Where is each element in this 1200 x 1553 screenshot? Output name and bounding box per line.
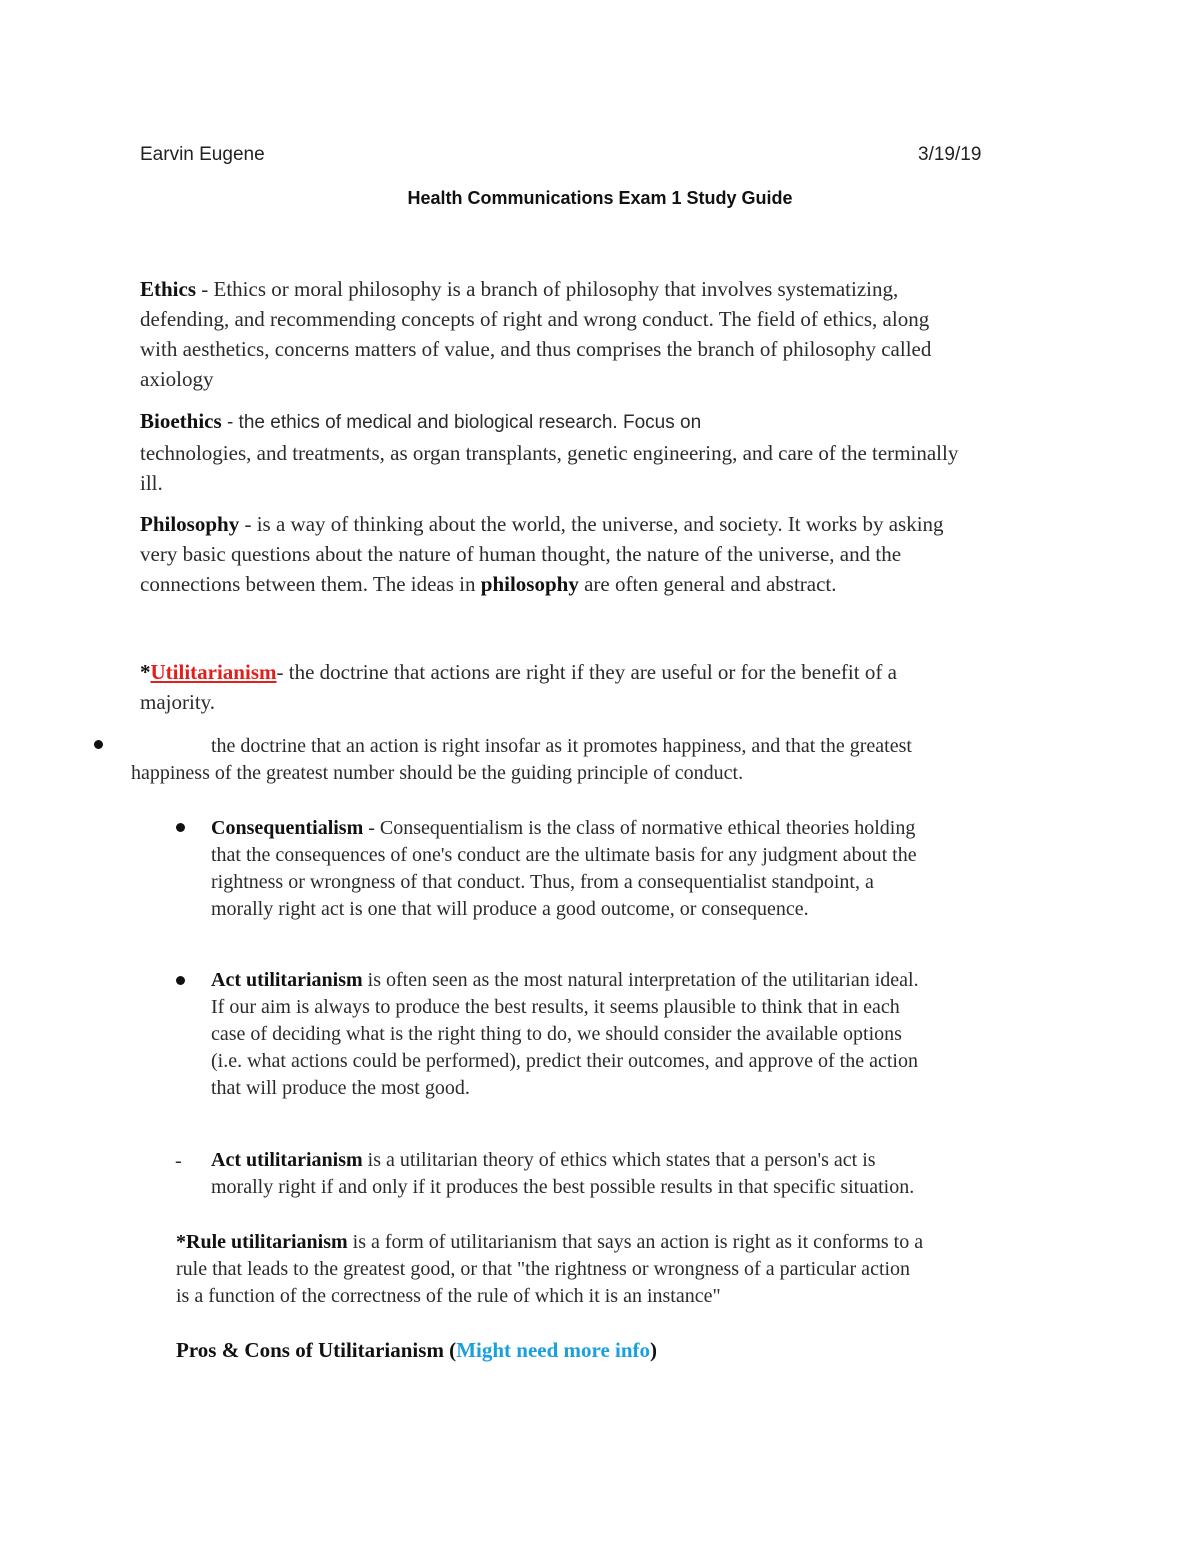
document-title: Health Communications Exam 1 Study Guide [407, 188, 793, 208]
bullet-icon [94, 740, 103, 749]
act-utilitarianism-definition-2: Act utilitarianism is a utilitarian theory of ethics which states that a person's act is morally right if and only if it produces the best possible results in that specific situation. [211, 1149, 915, 1198]
utilitarianism-bullet-line-1: the doctrine that an action is right insofar as it promotes happiness, and that the greatest [211, 735, 912, 757]
utilitarianism-bullet-line-2: happiness of the greatest number should be the guiding principle of conduct. [131, 762, 744, 784]
ethics-definition: Ethics - Ethics or moral philosophy is a branch of philosophy that involves systematizing, defending, and recommending concepts of right and wrong conduct. The field of ethics, along with aesthetics, concerns matters of value, and thus comprises the branch of philosophy called axiology [140, 277, 932, 391]
pros-cons-heading: Pros & Cons of Utilitarianism (Might need more info) [176, 1338, 658, 1362]
act-utilitarianism-term: Act utilitarianism [211, 969, 363, 991]
utilitarianism-definition: *Utilitarianism- the doctrine that actions are right if they are useful or for the benefit of a majority. [140, 660, 897, 714]
act-utilitarianism-definition-1: Act utilitarianism is often seen as the most natural interpretation of the utilitarian ideal. If our aim is always to produce the best results, it seems plausible to think that in each case of deciding what is the right thing to do, we should consider the available options (i.e. what actions could be performed), predict their outcomes, and approve of the action that will produce the most good. [211, 969, 919, 1099]
philosophy-term: Philosophy [140, 512, 240, 536]
bullet-icon [176, 823, 185, 832]
author-name: Earvin Eugene [140, 144, 265, 165]
document-date: 3/19/19 [918, 144, 982, 165]
rule-utilitarianism-term: *Rule utilitarianism [176, 1231, 348, 1253]
consequentialism-definition: Consequentialism - Consequentialism is the class of normative ethical theories holding that the consequences of one's conduct are the ultimate basis for any judgment about the rightness or wrongness of that conduct. Thus, from a consequentialist standpoint, a morally right act is one that will produce a good outcome, or consequence. [211, 817, 917, 920]
utilitarianism-term: Utilitarianism [150, 660, 277, 684]
dash-marker: - [175, 1150, 182, 1172]
bioethics-definition: Bioethics - the ethics of medical and biological research. Focus on technologies, and treatments, as organ transplants, genetic engineering, and care of the terminally ill. [140, 409, 959, 495]
more-info-note: Might need more info [456, 1338, 651, 1362]
act-utilitarianism-term: Act utilitarianism [211, 1149, 363, 1171]
philosophy-definition: Philosophy - is a way of thinking about the world, the universe, and society. It works by asking very basic questions about the nature of human thought, the nature of the universe, and the connections between them. The ideas in philosophy are often general and abstract. [140, 512, 944, 596]
bullet-icon [176, 976, 185, 985]
bioethics-term: Bioethics [140, 409, 222, 433]
rule-utilitarianism-definition: *Rule utilitarianism is a form of utilitarianism that says an action is right as it conforms to a rule that leads to the greatest good, or that "the rightness or wrongness of a particular action is a function of the correctness of the rule of which it is an instance" [176, 1231, 924, 1307]
ethics-term: Ethics [140, 277, 197, 301]
consequentialism-term: Consequentialism [211, 817, 364, 839]
